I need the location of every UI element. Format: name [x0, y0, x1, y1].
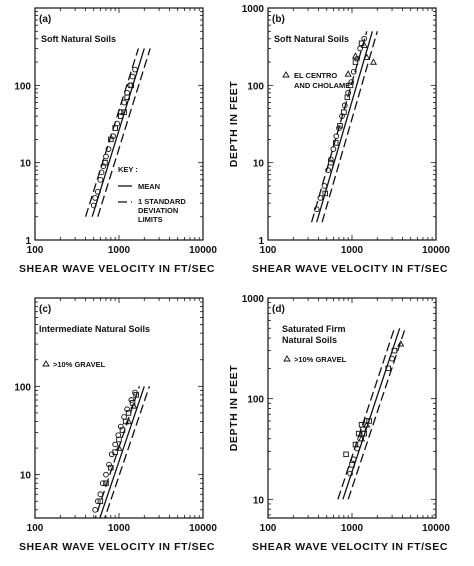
sd-line — [98, 48, 150, 216]
sd-line — [312, 31, 367, 222]
x-tick-label: 100 — [259, 245, 277, 256]
plot-area — [86, 48, 151, 216]
y-tick-label: 10 — [19, 158, 31, 170]
x-tick-label: 100 — [26, 245, 44, 256]
annotation-text: AND CHOLAME — [294, 81, 351, 90]
y-tick-label: 10 — [252, 158, 264, 170]
data-point-circle — [104, 154, 109, 159]
key-sd-label: DEVIATION — [138, 206, 179, 215]
annotation-text: EL CENTRO — [294, 71, 338, 80]
data-point-circle — [98, 492, 103, 497]
data-point-circle — [128, 83, 133, 88]
legend-triangle-icon — [284, 356, 290, 361]
data-point-circle — [90, 518, 95, 523]
y-axis-label: DEPTH IN FEET — [228, 364, 240, 452]
sd-line — [338, 328, 395, 499]
data-point-circle — [322, 184, 327, 189]
x-tick-label: 1000 — [340, 523, 364, 534]
mean-line — [343, 328, 400, 499]
sd-line — [89, 386, 139, 536]
panel-title: Intermediate Natural Soils — [39, 324, 151, 334]
data-point-circle — [113, 442, 118, 447]
annotation-text: >10% GRAVEL — [53, 360, 106, 369]
x-tick-label: 100 — [259, 523, 277, 534]
y-tick-label: 10 — [252, 495, 264, 507]
data-point-circle — [318, 196, 323, 201]
key-sd-label: 1 STANDARD — [138, 197, 186, 206]
data-point-square — [344, 452, 349, 457]
x-tick-label: 10000 — [422, 245, 450, 256]
data-point-circle — [93, 196, 98, 201]
data-point-circle — [93, 507, 98, 512]
plot-area — [312, 31, 378, 222]
chart-panel-a — [14, 8, 217, 275]
panel-title: Soft Natural Soils — [41, 34, 117, 44]
data-point-circle — [129, 398, 134, 403]
data-point-circle — [118, 424, 123, 429]
y-tick-label: 100 — [247, 81, 264, 93]
data-point-circle — [390, 356, 395, 361]
sd-line — [348, 328, 405, 499]
y-tick-label: 1000 — [241, 294, 264, 305]
y-tick-label: 100 — [14, 382, 31, 394]
x-axis-label: SHEAR WAVE VELOCITY IN FT/SEC — [18, 541, 216, 553]
y-tick-label: 10 — [19, 470, 31, 482]
legend-key — [118, 165, 186, 224]
panel-label: (b) — [272, 14, 285, 25]
key-sd-label: LIMITS — [138, 215, 163, 224]
y-tick-label: 1 — [258, 236, 264, 247]
key-mean-label: MEAN — [138, 182, 161, 191]
x-axis-label: SHEAR WAVE VELOCITY IN FT/SEC — [18, 263, 216, 275]
y-tick-label: 1000 — [241, 4, 264, 15]
panel-label: (d) — [272, 304, 285, 315]
panel-label: (a) — [39, 14, 52, 25]
sd-line — [99, 386, 150, 536]
data-point-circle — [98, 177, 103, 182]
data-point-circle — [122, 100, 127, 105]
data-point-triangle — [371, 59, 377, 64]
sd-line — [86, 48, 139, 216]
data-point-square — [345, 95, 350, 100]
y-axis-label: DEPTH IN FEET — [228, 80, 240, 168]
data-point-triangle — [131, 403, 137, 408]
data-point-circle — [104, 472, 109, 477]
panel-label: (c) — [39, 304, 52, 315]
plot-area — [338, 328, 405, 499]
chart-panel-c — [14, 298, 217, 553]
data-point-circle — [122, 415, 127, 420]
data-point-circle — [130, 74, 135, 79]
panel-title: Natural Soils — [282, 335, 338, 345]
legend-triangle-icon — [43, 361, 49, 366]
legend-triangle-icon — [283, 72, 289, 77]
x-tick-label: 10000 — [422, 523, 450, 534]
data-point-triangle — [345, 71, 351, 76]
x-tick-label: 10000 — [189, 523, 217, 534]
x-tick-label: 1000 — [107, 245, 131, 256]
x-tick-label: 1000 — [340, 245, 364, 256]
data-point-circle — [351, 457, 356, 462]
y-tick-label: 100 — [14, 81, 31, 93]
data-point-circle — [125, 90, 130, 95]
chart-panel-d — [228, 294, 450, 553]
y-tick-label: 1 — [25, 236, 31, 247]
x-axis-label: SHEAR WAVE VELOCITY IN FT/SEC — [251, 541, 449, 553]
data-point-circle — [331, 147, 336, 152]
y-tick-label: 100 — [247, 394, 264, 406]
x-axis-label: SHEAR WAVE VELOCITY IN FT/SEC — [251, 263, 449, 275]
x-tick-label: 10000 — [189, 245, 217, 256]
panel-title: Soft Natural Soils — [274, 34, 350, 44]
data-point-circle — [133, 67, 138, 72]
key-title: KEY : — [118, 165, 138, 174]
annotation-text: >10% GRAVEL — [294, 355, 347, 364]
chart-panel-b — [228, 4, 450, 275]
x-tick-label: 1000 — [107, 523, 131, 534]
panel-title: Saturated Firm — [282, 324, 346, 334]
x-tick-label: 100 — [26, 523, 44, 534]
data-point-circle — [100, 481, 105, 486]
